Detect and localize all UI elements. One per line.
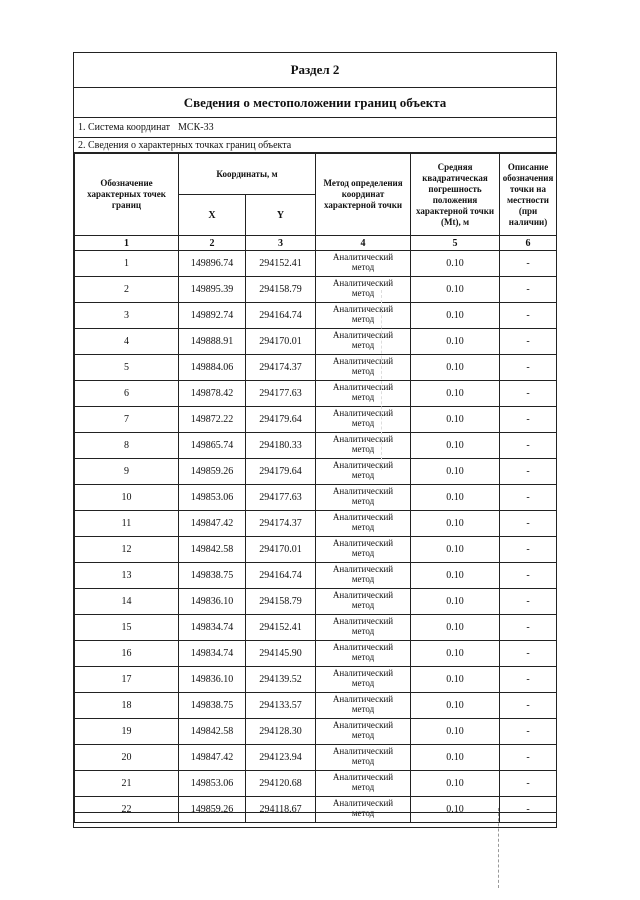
cell-x: 149853.06	[179, 771, 246, 797]
cell-method: Аналитический метод	[316, 693, 411, 719]
header-x: X	[179, 195, 246, 236]
cell-description: -	[500, 537, 557, 563]
table-row	[75, 277, 557, 303]
cell-mt: 0.10	[411, 667, 500, 693]
cell-y: 294170.01	[246, 537, 316, 563]
cell-x: 149834.74	[179, 615, 246, 641]
cell-x: 149888.91	[179, 329, 246, 355]
table-row	[75, 693, 557, 719]
cell-point-number: 19	[75, 719, 179, 745]
cell-x: 149834.74	[179, 641, 246, 667]
cell-point-number: 18	[75, 693, 179, 719]
cell-method: Аналитический метод	[316, 277, 411, 303]
cell-y: 294152.41	[246, 251, 316, 277]
cell-description: -	[500, 719, 557, 745]
cell-method: Аналитический метод	[316, 407, 411, 433]
cell-method: Аналитический метод	[316, 329, 411, 355]
table-row	[75, 251, 557, 277]
table-row	[75, 667, 557, 693]
table-row	[75, 355, 557, 381]
cell-y: 294158.79	[246, 277, 316, 303]
cell-x: 149859.26	[179, 459, 246, 485]
cell-point-number: 1	[75, 251, 179, 277]
cell-x: 149838.75	[179, 563, 246, 589]
cell-point-number: 5	[75, 355, 179, 381]
cell-mt: 0.10	[411, 433, 500, 459]
cell-mt: 0.10	[411, 381, 500, 407]
table-footer-row	[74, 812, 556, 827]
coord-system-value: МСК-33	[178, 122, 214, 133]
cell-point-number: 14	[75, 589, 179, 615]
cell-description: -	[500, 615, 557, 641]
cell-y: 294123.94	[246, 745, 316, 771]
cell-description: -	[500, 589, 557, 615]
cell-mt: 0.10	[411, 537, 500, 563]
cell-description: -	[500, 329, 557, 355]
cell-mt: 0.10	[411, 589, 500, 615]
table-row	[75, 511, 557, 537]
cell-description: -	[500, 511, 557, 537]
cell-method: Аналитический метод	[316, 745, 411, 771]
cell-method: Аналитический метод	[316, 537, 411, 563]
coord-system-label: 1. Система координат	[78, 122, 171, 133]
cell-description: -	[500, 355, 557, 381]
cell-method: Аналитический метод	[316, 303, 411, 329]
col-number: 2	[179, 236, 246, 251]
cell-x: 149836.10	[179, 667, 246, 693]
table-row	[75, 303, 557, 329]
cell-mt: 0.10	[411, 277, 500, 303]
cell-point-number: 9	[75, 459, 179, 485]
cell-point-number: 16	[75, 641, 179, 667]
points-heading: 2. Сведения о характерных точках границ объекта	[74, 138, 556, 153]
cell-x: 149884.06	[179, 355, 246, 381]
cell-x: 149842.58	[179, 537, 246, 563]
cell-description: -	[500, 433, 557, 459]
cell-y: 294170.01	[246, 329, 316, 355]
table-row	[75, 589, 557, 615]
cell-y: 294118.67	[246, 797, 316, 823]
cell-y: 294164.74	[246, 303, 316, 329]
table-row	[75, 771, 557, 797]
cell-description: -	[500, 407, 557, 433]
cell-description: -	[500, 797, 557, 823]
table-row	[75, 407, 557, 433]
cell-point-number: 4	[75, 329, 179, 355]
cell-y: 294164.74	[246, 563, 316, 589]
cell-x: 149896.74	[179, 251, 246, 277]
cell-mt: 0.10	[411, 251, 500, 277]
cell-y: 294139.52	[246, 667, 316, 693]
cell-method: Аналитический метод	[316, 251, 411, 277]
cell-x: 149838.75	[179, 693, 246, 719]
cell-mt: 0.10	[411, 797, 500, 823]
table-row	[75, 329, 557, 355]
section-title: Раздел 2	[74, 53, 556, 88]
section-subtitle: Сведения о местоположении границ объекта	[74, 88, 556, 118]
cell-point-number: 11	[75, 511, 179, 537]
cell-y: 294128.30	[246, 719, 316, 745]
cell-method: Аналитический метод	[316, 511, 411, 537]
cell-method: Аналитический метод	[316, 433, 411, 459]
table-row	[75, 537, 557, 563]
cell-point-number: 2	[75, 277, 179, 303]
cell-y: 294152.41	[246, 615, 316, 641]
table-row	[75, 563, 557, 589]
cell-x: 149847.42	[179, 745, 246, 771]
table-row	[75, 433, 557, 459]
cell-mt: 0.10	[411, 693, 500, 719]
cell-mt: 0.10	[411, 511, 500, 537]
cell-point-number: 20	[75, 745, 179, 771]
cell-mt: 0.10	[411, 303, 500, 329]
col-number: 6	[500, 236, 557, 251]
cell-description: -	[500, 693, 557, 719]
cell-x: 149842.58	[179, 719, 246, 745]
header-method: Метод определения координат характерной точки	[316, 154, 411, 236]
cell-y: 294145.90	[246, 641, 316, 667]
cell-point-number: 10	[75, 485, 179, 511]
coord-system-line	[74, 118, 556, 138]
cell-point-number: 15	[75, 615, 179, 641]
cell-point-number: 13	[75, 563, 179, 589]
header-y: Y	[246, 195, 316, 236]
document-sheet	[73, 52, 557, 828]
cell-y: 294177.63	[246, 381, 316, 407]
cell-method: Аналитический метод	[316, 771, 411, 797]
cell-y: 294179.64	[246, 407, 316, 433]
cell-point-number: 3	[75, 303, 179, 329]
header-coords: Координаты, м	[179, 154, 316, 195]
cell-x: 149892.74	[179, 303, 246, 329]
cell-description: -	[500, 277, 557, 303]
cell-description: -	[500, 381, 557, 407]
cell-y: 294174.37	[246, 355, 316, 381]
cell-mt: 0.10	[411, 407, 500, 433]
table-row	[75, 485, 557, 511]
cell-description: -	[500, 563, 557, 589]
cell-x: 149859.26	[179, 797, 246, 823]
col-number: 3	[246, 236, 316, 251]
cell-description: -	[500, 251, 557, 277]
cell-description: -	[500, 485, 557, 511]
table-row	[75, 719, 557, 745]
cell-method: Аналитический метод	[316, 355, 411, 381]
cell-point-number: 17	[75, 667, 179, 693]
cell-point-number: 21	[75, 771, 179, 797]
col-number: 5	[411, 236, 500, 251]
cell-y: 294174.37	[246, 511, 316, 537]
table-row	[75, 615, 557, 641]
cell-point-number: 22	[75, 797, 179, 823]
cell-y: 294133.57	[246, 693, 316, 719]
cell-mt: 0.10	[411, 745, 500, 771]
cell-point-number: 7	[75, 407, 179, 433]
cell-y: 294177.63	[246, 485, 316, 511]
cell-description: -	[500, 771, 557, 797]
header-point-name: Обозначение характерных точек границ	[75, 154, 179, 236]
cell-mt: 0.10	[411, 485, 500, 511]
cell-mt: 0.10	[411, 459, 500, 485]
cell-method: Аналитический метод	[316, 667, 411, 693]
col-number: 1	[75, 236, 179, 251]
table-row	[75, 459, 557, 485]
cell-method: Аналитический метод	[316, 381, 411, 407]
cell-method: Аналитический метод	[316, 797, 411, 823]
cell-y: 294179.64	[246, 459, 316, 485]
table-row	[75, 641, 557, 667]
cell-y: 294120.68	[246, 771, 316, 797]
cell-y: 294158.79	[246, 589, 316, 615]
cell-method: Аналитический метод	[316, 459, 411, 485]
points-table	[74, 153, 557, 823]
cell-method: Аналитический метод	[316, 615, 411, 641]
cell-method: Аналитический метод	[316, 719, 411, 745]
cell-description: -	[500, 459, 557, 485]
cell-description: -	[500, 667, 557, 693]
cell-description: -	[500, 745, 557, 771]
cell-method: Аналитический метод	[316, 641, 411, 667]
cell-y: 294180.33	[246, 433, 316, 459]
cell-point-number: 8	[75, 433, 179, 459]
cell-mt: 0.10	[411, 615, 500, 641]
cell-mt: 0.10	[411, 355, 500, 381]
cell-x: 149853.06	[179, 485, 246, 511]
cell-method: Аналитический метод	[316, 485, 411, 511]
table-row	[75, 381, 557, 407]
cell-x: 149865.74	[179, 433, 246, 459]
cell-x: 149895.39	[179, 277, 246, 303]
cell-point-number: 6	[75, 381, 179, 407]
header-description: Описание обозначения точки на местности (при наличии)	[500, 154, 557, 236]
cell-description: -	[500, 303, 557, 329]
cell-x: 149836.10	[179, 589, 246, 615]
scan-artifact	[381, 290, 382, 470]
cell-mt: 0.10	[411, 771, 500, 797]
cell-mt: 0.10	[411, 719, 500, 745]
cell-point-number: 12	[75, 537, 179, 563]
cell-x: 149872.22	[179, 407, 246, 433]
cell-x: 149878.42	[179, 381, 246, 407]
cell-description: -	[500, 641, 557, 667]
scan-artifact	[498, 808, 499, 888]
cell-mt: 0.10	[411, 563, 500, 589]
cell-mt: 0.10	[411, 329, 500, 355]
table-row	[75, 745, 557, 771]
cell-method: Аналитический метод	[316, 563, 411, 589]
col-number: 4	[316, 236, 411, 251]
header-error: Средняя квадратическая погрешность положения характерной точки (Mt), м	[411, 154, 500, 236]
points-table-body	[75, 251, 557, 823]
cell-mt: 0.10	[411, 641, 500, 667]
cell-x: 149847.42	[179, 511, 246, 537]
cell-method: Аналитический метод	[316, 589, 411, 615]
